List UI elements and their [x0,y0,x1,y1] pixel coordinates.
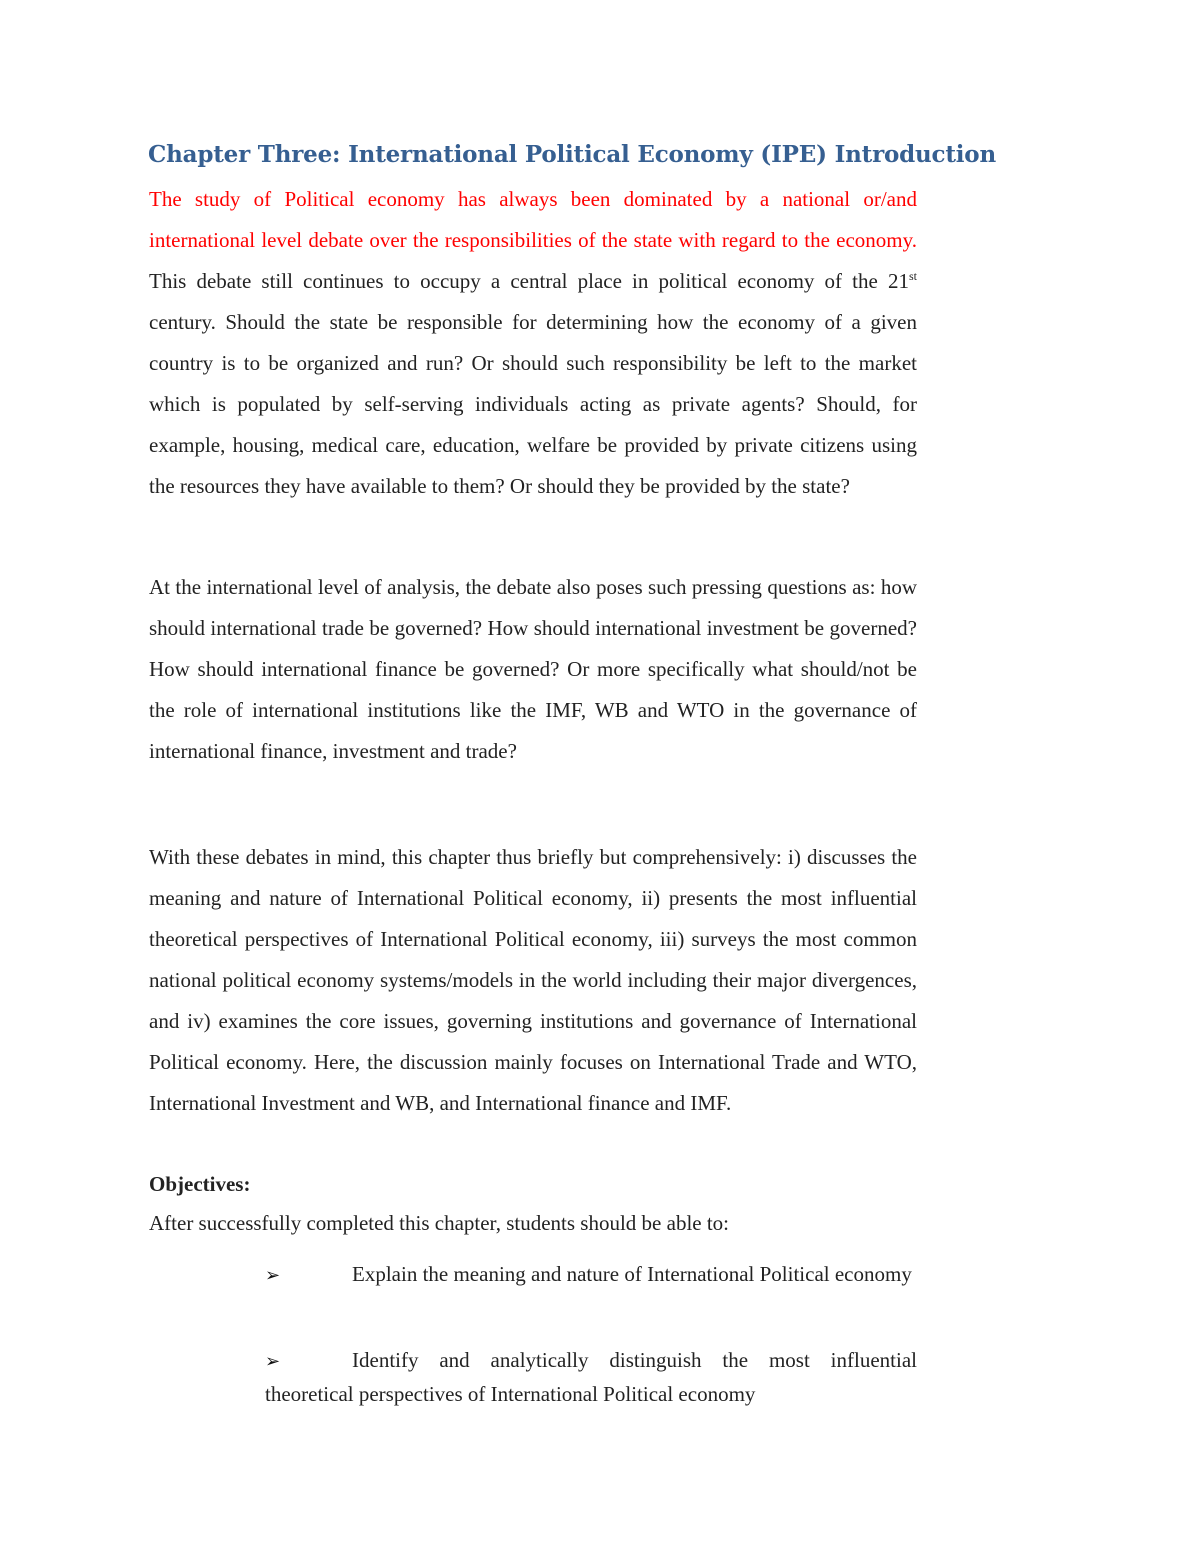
chapter-overview-paragraph: With these debates in mind, this chapter thus briefly but comprehensively: i) discusses the meaning and nature of International Political economy, ii) presents the most influential theoretical perspectives of International Political economy, iii) surveys the most common national political economy systems/models in the world including their major divergences, and iv) examines the core issues, governing institutions and governance of International Political economy. Here, the discussion mainly focuses on International Trade and WTO, International Investment and WB, and International finance and IMF. [149,845,917,1115]
intro-text-part-1: This debate still continues to occupy a central place in political economy of the 21 [149,269,909,293]
international-debate-paragraph: At the international level of analysis, the debate also poses such pressing questions as: how should international trade be governed? How should international investment be governed? How should international finance be governed? Or more specifically what should/not be the role of international institutions like the IMF, WB and WTO in the governance of international finance, investment and trade? [149,575,917,763]
objectives-intro: After successfully completed this chapter, students should be able to: [149,1211,730,1235]
intro-text-part-2: century. Should the state be responsible for determining how the economy of a given country is to be organized and run? Or should such responsibility be left to the market which is populated by self-serving individuals acting as private agents? Should, for example, housing, medical care, education, welfare be provided by private citizens using the resources they have available to them? Or should they be provided by the state? [149,310,917,498]
intro-paragraph [149,179,917,507]
objective-item-text: Explain the meaning and nature of International Political economy [352,1262,912,1286]
chapter-title: Chapter Three: International Political Economy (IPE) Introduction [148,141,996,168]
arrowhead-bullet-icon: ➢ [265,1351,281,1372]
objectives-heading: Objectives: [149,1172,251,1196]
intro-highlighted-text: The study of Political economy has always been dominated by a national or/and international level debate over the responsibilities of the state with regard to the economy. [149,187,917,252]
arrowhead-bullet-icon: ➢ [265,1265,281,1286]
objective-item [265,1344,917,1411]
ordinal-suffix: st [908,269,917,283]
objective-item [265,1253,917,1297]
objective-item-text: Identify and analytically distinguish the most influential theoretical perspectives of International Political economy [265,1348,917,1406]
